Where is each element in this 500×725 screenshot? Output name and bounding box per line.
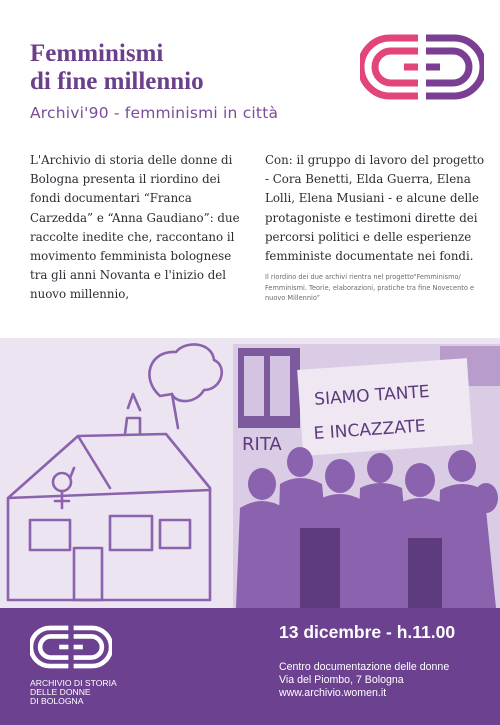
archivio-logo-icon bbox=[360, 32, 484, 102]
organization-name: ARCHIVIO DI STORIA DELLE DONNE DI BOLOGNA bbox=[30, 678, 117, 707]
poster-footer bbox=[0, 608, 500, 725]
event-date: 13 dicembre - h.11.00 bbox=[279, 622, 456, 642]
page-title: Femminismi di fine millennio bbox=[30, 40, 204, 95]
event-venue bbox=[279, 661, 489, 700]
intro-text: L'Archivio di storia delle donne di Bologna presenta il riordino dei fondi documentari “Franca Carzedda” e “Anna Gaudiano”: due raccolte inedite che, raccontano il movimento femminista bolognese tra gli anni Novanta e l'inizio del nuovo millennio, bbox=[30, 153, 240, 302]
poster-header bbox=[0, 0, 500, 338]
website-link[interactable]: www.archivio.women.it bbox=[279, 687, 387, 699]
venue-address: Via del Piombo, 7 Bologna bbox=[279, 674, 404, 686]
banner-line-2: E INCAZZATE bbox=[313, 416, 427, 445]
banner-line-1: SIAMO TANTE bbox=[313, 381, 431, 410]
wall-text: RITA bbox=[242, 434, 282, 455]
venue-name: Centro documentazione delle donne bbox=[279, 661, 450, 673]
page-subtitle: Archivi'90 - femminismi in città bbox=[30, 104, 279, 122]
archivio-logo-icon bbox=[30, 624, 112, 670]
participants-text: Con: il gruppo di lavoro del progetto - Cora Benetti, Elda Guerra, Elena Lolli, Elena Musiani - e alcune delle protagoniste e testimoni dirette dei percorsi politici e delle esperienze femministe documentate nei fondi. bbox=[265, 153, 485, 264]
project-note: Il riordino dei due archivi rientra nel progetto“Femminismo/ Femminismi. Teorie, elaborazioni, pratiche tra fine Novecento e nuovo Millennio” bbox=[265, 273, 475, 302]
protest-photo bbox=[0, 338, 500, 608]
